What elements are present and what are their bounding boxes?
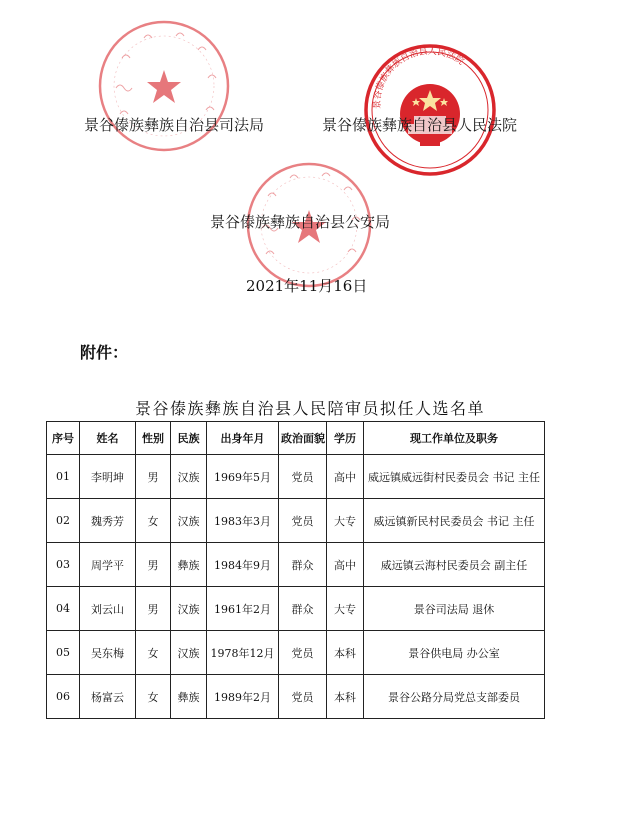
table-cell: 威远镇新民村民委员会 书记 主任 xyxy=(364,499,545,543)
table-row xyxy=(47,631,545,675)
table-cell: 1969年5月 xyxy=(207,455,279,499)
table-cell: 彝族 xyxy=(171,543,207,587)
table-cell: 吴东梅 xyxy=(80,631,136,675)
header-cell: 现工作单位及职务 xyxy=(364,422,545,455)
table-cell: 汉族 xyxy=(171,631,207,675)
table-cell: 魏秀芳 xyxy=(80,499,136,543)
court-name: 景谷傣族彝族自治县人民法院 xyxy=(322,116,518,134)
header-cell: 序号 xyxy=(47,422,80,455)
table-cell: 威远镇云海村民委员会 副主任 xyxy=(364,543,545,587)
table-cell: 1984年9月 xyxy=(207,543,279,587)
table-cell: 1989年2月 xyxy=(207,675,279,719)
header-cell: 学历 xyxy=(327,422,364,455)
table-cell: 周学平 xyxy=(80,543,136,587)
table-cell: 党员 xyxy=(279,499,327,543)
table-row xyxy=(47,587,545,631)
court-seal-text: 景谷傣族彝族自治县人民法院 xyxy=(372,46,466,110)
table-cell: 1961年2月 xyxy=(207,587,279,631)
table-cell: 李明坤 xyxy=(80,455,136,499)
table-cell: 05 xyxy=(47,631,80,675)
table-row xyxy=(47,675,545,719)
table-cell: 汉族 xyxy=(171,587,207,631)
issue-date: 2021年11月16日 xyxy=(246,277,368,295)
table-cell: 1983年3月 xyxy=(207,499,279,543)
table-cell: 女 xyxy=(136,675,171,719)
attachment-label: 附件： xyxy=(80,343,129,362)
table-cell: 04 xyxy=(47,587,80,631)
table-cell: 景谷司法局 退休 xyxy=(364,587,545,631)
table-cell: 男 xyxy=(136,543,171,587)
table-cell: 景谷供电局 办公室 xyxy=(364,631,545,675)
header-cell: 出身年月 xyxy=(207,422,279,455)
table-title: 景谷傣族彝族自治县人民陪审员拟任人选名单 xyxy=(134,399,485,418)
table-cell: 02 xyxy=(47,499,80,543)
table-cell: 男 xyxy=(136,455,171,499)
table-cell: 女 xyxy=(136,631,171,675)
table-cell: 本科 xyxy=(327,631,364,675)
table-cell: 01 xyxy=(47,455,80,499)
table-cell: 彝族 xyxy=(171,675,207,719)
header-cell: 政治面貌 xyxy=(279,422,327,455)
header-cell: 姓名 xyxy=(80,422,136,455)
court-seal xyxy=(360,40,500,180)
table-row xyxy=(47,543,545,587)
table-cell: 03 xyxy=(47,543,80,587)
table-cell: 景谷公路分局党总支部委员 xyxy=(364,675,545,719)
table-cell: 本科 xyxy=(327,675,364,719)
table-cell: 男 xyxy=(136,587,171,631)
table-cell: 群众 xyxy=(279,587,327,631)
table-cell: 杨富云 xyxy=(80,675,136,719)
table-row xyxy=(47,455,545,499)
table-cell: 群众 xyxy=(279,543,327,587)
table-cell: 女 xyxy=(136,499,171,543)
table-cell: 威远镇威远街村民委员会 书记 主任 xyxy=(364,455,545,499)
juror-candidate-table xyxy=(46,421,545,719)
table-cell: 06 xyxy=(47,675,80,719)
table-cell: 党员 xyxy=(279,455,327,499)
header-cell: 性别 xyxy=(136,422,171,455)
table-cell: 1978年12月 xyxy=(207,631,279,675)
table-cell: 大专 xyxy=(327,499,364,543)
table-cell: 高中 xyxy=(327,543,364,587)
table-cell: 汉族 xyxy=(171,499,207,543)
table-cell: 高中 xyxy=(327,455,364,499)
star-icon xyxy=(147,70,181,103)
table-cell: 大专 xyxy=(327,587,364,631)
table-cell: 党员 xyxy=(279,675,327,719)
table-cell: 汉族 xyxy=(171,455,207,499)
table-cell: 刘云山 xyxy=(80,587,136,631)
justice-bureau-name: 景谷傣族彝族自治县司法局 xyxy=(84,116,265,134)
table-row xyxy=(47,499,545,543)
table-header-row xyxy=(47,422,545,455)
header-cell: 民族 xyxy=(171,422,207,455)
table-cell: 党员 xyxy=(279,631,327,675)
police-bureau-name: 景谷傣族彝族自治县公安局 xyxy=(210,213,391,231)
